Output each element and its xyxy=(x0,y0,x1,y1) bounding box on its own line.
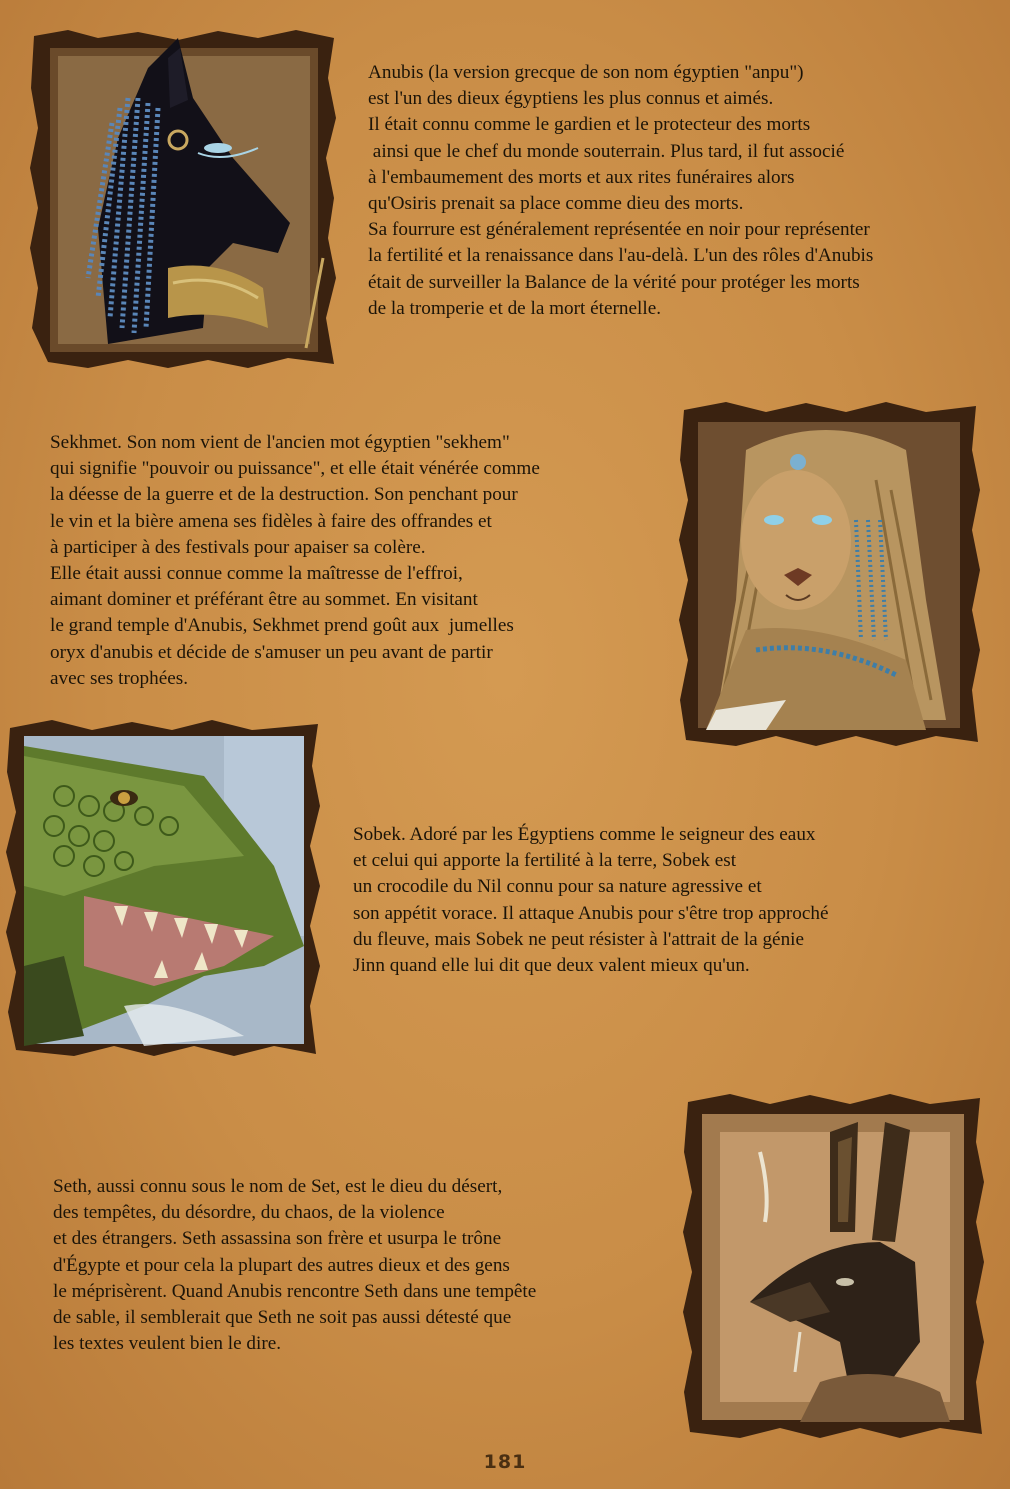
sekhmet-line: le vin et la bière amena ses fidèles à faire des offrandes et xyxy=(50,510,492,532)
anubis-line: à l'embaumement des morts et aux rites funéraires alors xyxy=(368,166,795,188)
sekhmet-line: le grand temple d'Anubis, Sekhmet prend goût aux jumelles xyxy=(50,615,514,637)
anubis-line: Il était connu comme le gardien et le protecteur des morts xyxy=(368,114,811,136)
anubis-line: est l'un des dieux égyptiens les plus connus et aimés. xyxy=(368,88,774,110)
sobek-line: Jinn quand elle lui dit que deux valent mieux qu'un. xyxy=(353,955,750,977)
sekhmet-line: à participer à des festivals pour apaiser sa colère. xyxy=(50,536,426,558)
seth-line: et des étrangers. Seth assassina son frère et usurpa le trône xyxy=(53,1228,502,1250)
sekhmet-portrait xyxy=(676,400,982,748)
sekhmet-line: aimant dominer et préférant être au sommet. En visitant xyxy=(50,589,478,611)
sobek-portrait xyxy=(4,716,324,1062)
seth-line: Seth, aussi connu sous le nom de Set, est le dieu du désert, xyxy=(53,1176,503,1197)
sekhmet-line: Elle était aussi connue comme la maîtresse de l'effroi, xyxy=(50,563,463,585)
seth-line: d'Égypte et pour cela la plupart des autres dieux et des gens xyxy=(53,1254,510,1276)
sekhmet-line: avec ses trophées. xyxy=(50,667,188,689)
sekhmet-description xyxy=(50,430,540,692)
page-number: 181 xyxy=(483,1451,527,1473)
seth-line: les textes veulent bien le dire. xyxy=(53,1333,282,1355)
seth-description xyxy=(53,1174,536,1357)
anubis-portrait xyxy=(28,28,340,372)
sobek-line: un crocodile du Nil connu pour sa nature agressive et xyxy=(353,876,762,898)
seth-line: de sable, il semblerait que Seth ne soit pas aussi détesté que xyxy=(53,1307,512,1329)
sekhmet-line: la déesse de la guerre et de la destruction. Son penchant pour xyxy=(50,484,518,506)
seth-line: le méprisèrent. Quand Anubis rencontre Seth dans une tempête xyxy=(53,1280,537,1302)
sekhmet-line: qui signifie "pouvoir ou puissance", et elle était vénérée comme xyxy=(50,458,540,480)
sobek-description xyxy=(353,822,829,979)
anubis-line: Sa fourrure est généralement représentée en noir pour représenter xyxy=(368,219,870,241)
anubis-line: était de surveiller la Balance de la vérité pour protéger les morts xyxy=(368,271,860,293)
anubis-line: ainsi que le chef du monde souterrain. Plus tard, il fut associé xyxy=(368,140,845,162)
sobek-line: Sobek. Adoré par les Égyptiens comme le seigneur des eaux xyxy=(353,824,816,845)
sobek-line: du fleuve, mais Sobek ne peut résister à l'attrait de la génie xyxy=(353,928,805,950)
anubis-line: la fertilité et la renaissance dans l'au-delà. L'un des rôles d'Anubis xyxy=(368,245,874,267)
sekhmet-line: oryx d'anubis et décide de s'amuser un peu avant de partir xyxy=(50,641,493,663)
sobek-line: et celui qui apporte la fertilité à la terre, Sobek est xyxy=(353,850,737,872)
anubis-line: de la tromperie et de la mort éternelle. xyxy=(368,297,662,319)
anubis-line: qu'Osiris prenait sa place comme dieu des morts. xyxy=(368,193,744,215)
anubis-description xyxy=(368,60,873,322)
seth-portrait xyxy=(680,1092,986,1440)
anubis-line: Anubis (la version grecque de son nom égyptien "anpu") xyxy=(368,62,804,83)
sekhmet-line: Sekhmet. Son nom vient de l'ancien mot égyptien "sekhem" xyxy=(50,432,510,453)
seth-line: des tempêtes, du désordre, du chaos, de la violence xyxy=(53,1202,445,1224)
sobek-line: son appétit vorace. Il attaque Anubis pour s'être trop approché xyxy=(353,902,829,924)
